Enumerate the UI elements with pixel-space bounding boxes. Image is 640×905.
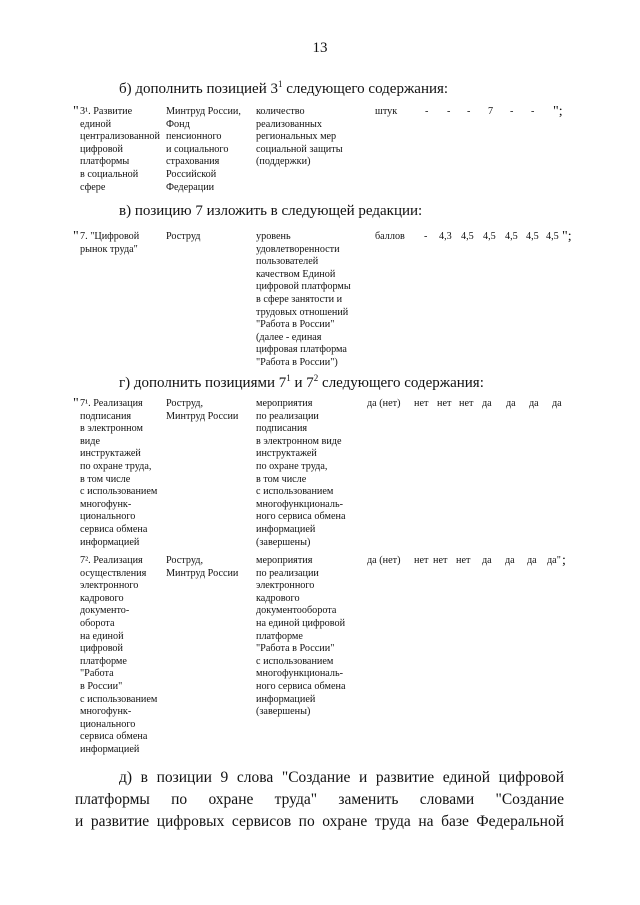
value-cell: - [425, 106, 429, 117]
section-g-heading: г) дополнить позициями $7^1$ и $7^2$ следующего содержания: [119, 373, 484, 391]
value-cell: да [482, 398, 492, 409]
section-b-values [0, 106, 640, 120]
closing-quote: "; [562, 229, 572, 244]
section-d-line-1: д) в позиции 9 слова "Создание и развитие единой цифровой [119, 769, 564, 786]
section-v-open-quote: " [73, 229, 79, 244]
section-g-row2-responsible: Роструд, Минтруд России [166, 555, 239, 579]
value-cell: - [510, 106, 514, 117]
value-cell: да [482, 555, 492, 566]
section-g-row1-unit: да (нет) [367, 398, 401, 409]
value-cell: 4,3 [439, 231, 452, 242]
section-b-open-quote: " [73, 104, 79, 119]
section-g-row1-indicator: мероприятия по реализации подписания в электронном виде инструктажей по охране труда, в том числе с использованием многофункциональ- ного сервиса обмена информацией (завершены) [256, 398, 346, 548]
value-cell: да [552, 398, 562, 409]
page-number: 13 [312, 40, 328, 56]
section-g-row2-indicator: мероприятия по реализации электронного кадрового документооборота на единой цифровой платформе "Работа в России" с использованием многофункциональ- ного сервиса обмена информацией (завершены) [256, 555, 346, 718]
section-v-name: 7. "Цифровой рынок труда" [80, 231, 140, 255]
section-g-row1-name: 7¹. Реализация подписания в электронном виде инструктажей по охране труда, в том числе с использованием многофунк- ционального сервиса обмена информацией [80, 398, 158, 548]
value-cell: нет [414, 398, 429, 409]
section-d-line-2: платформы по охране труда" заменить словами "Создание [75, 791, 564, 808]
section-v-responsible: Роструд [166, 231, 201, 242]
value-cell: 4,5 [526, 231, 539, 242]
closing-quote: "; [553, 104, 563, 119]
value-cell: нет [414, 555, 429, 566]
section-g-row1-values [0, 398, 640, 412]
section-b-heading: б) дополнить позицией $3^1$ следующего содержания: [119, 79, 449, 97]
value-cell: нет [456, 555, 471, 566]
value-cell: да [529, 398, 539, 409]
section-b-name: 3¹. Развитие единой централизованной цифровой платформы в социальной сфере [80, 106, 160, 193]
value-cell: 4,5 [483, 231, 496, 242]
section-v-indicator: уровень удовлетворенности пользователей качеством Единой цифровой платформы в сфере занятости и трудовых отношений "Работа в России" (далее - единая цифровая платформа "Работа в России") [256, 231, 351, 368]
section-g-row2-unit: да (нет) [367, 555, 401, 566]
value-cell: - [467, 106, 471, 117]
section-v-unit: баллов [375, 231, 405, 242]
value-cell: да [506, 398, 516, 409]
section-b-indicator: количество реализованных региональных мер социальной защиты (поддержки) [256, 106, 343, 168]
value-cell: 4,5 [505, 231, 518, 242]
value-cell: да [527, 555, 537, 566]
section-g-row1-responsible: Роструд, Минтруд России [166, 398, 239, 422]
value-cell: нет [433, 555, 448, 566]
value-cell: нет [437, 398, 452, 409]
value-cell: нет [459, 398, 474, 409]
value-cell: да [505, 555, 515, 566]
value-cell: 4,5 [546, 231, 559, 242]
value-cell: 4,5 [461, 231, 474, 242]
section-b-unit: штук [375, 106, 398, 117]
value-cell: - [424, 231, 428, 242]
value-cell: - [531, 106, 535, 117]
section-g-row2-values [0, 555, 640, 569]
value-cell: - [447, 106, 451, 117]
value-cell: да" [547, 555, 561, 566]
value-cell: 7 [488, 106, 494, 117]
closing-semicolon: ; [562, 553, 566, 568]
section-v-values [0, 231, 640, 245]
section-g-row2-name: 7². Реализация осуществления электронного кадрового документо- оборота на единой цифровой платформе "Работа в России" с использованием многофунк- ционального сервиса обмена информацией [80, 555, 158, 755]
section-d-line-3: и развитие цифровых сервисов по охране труда на базе Федеральной [75, 813, 564, 830]
section-g-open-quote: " [73, 396, 79, 411]
section-v-heading: в) позицию 7 изложить в следующей редакции: [119, 203, 423, 219]
section-b-responsible: Минтруд России, Фонд пенсионного и социального страхования Российской Федерации [166, 106, 241, 193]
